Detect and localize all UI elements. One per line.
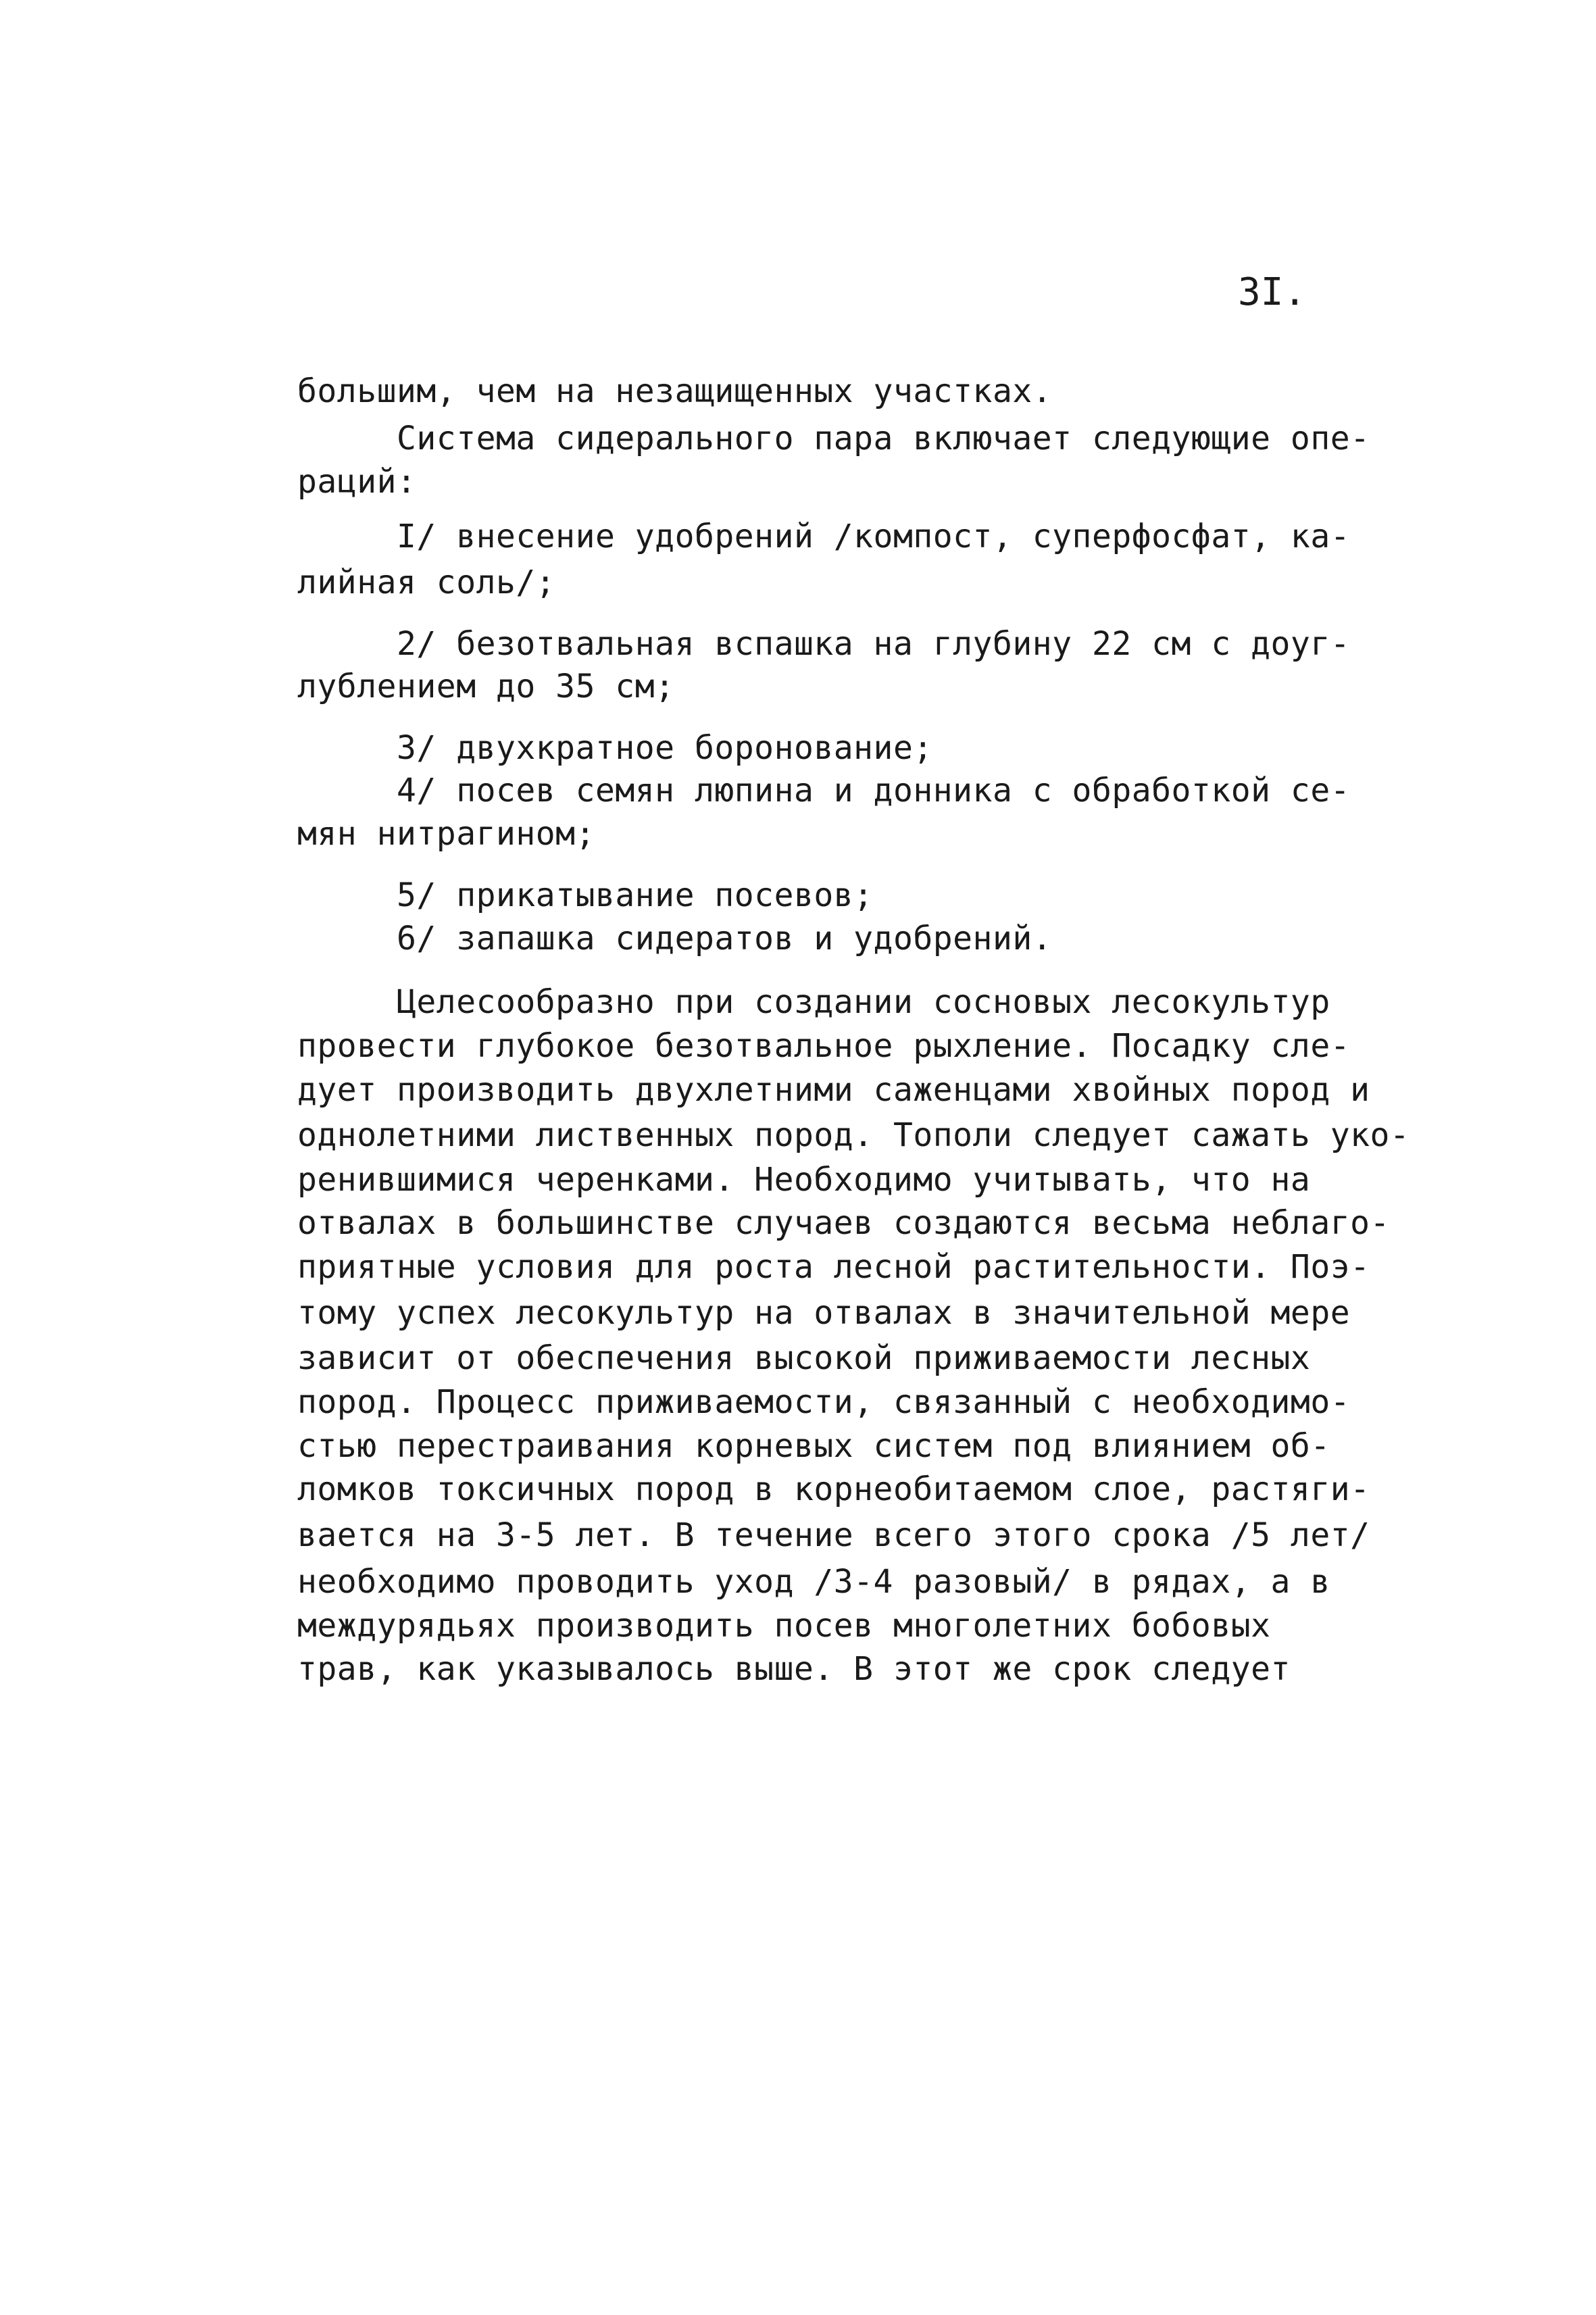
text-line: необходимо проводить уход /3-4 разовый/ в рядах, а в: [297, 1563, 1330, 1601]
text-line: большим, чем на незащищенных участках.: [297, 372, 1053, 410]
text-line: вается на 3-5 лет. В течение всего этого срока /5 лет/: [297, 1516, 1370, 1554]
text-line: зависит от обеспечения высокой приживаемости лесных: [297, 1339, 1311, 1377]
text-line: Система сидерального пара включает следующие опе-: [297, 420, 1370, 457]
text-line: тому успех лесокультур на отвалах в значительной мере: [297, 1294, 1351, 1332]
text-line: I/ внесение удобрений /компост, суперфосфат, ка-: [297, 518, 1351, 555]
text-line: 3/ двухкратное боронование;: [297, 729, 933, 767]
text-line: лийная соль/;: [297, 564, 556, 601]
page-number: 3I.: [1238, 270, 1307, 314]
text-line: 5/ прикатывание посевов;: [297, 876, 874, 914]
text-line: ренившимися черенками. Необходимо учитывать, что на: [297, 1161, 1311, 1199]
text-line: Целесообразно при создании сосновых лесокультур: [297, 983, 1330, 1021]
text-line: дует производить двухлетними саженцами хвойных пород и: [297, 1071, 1370, 1109]
text-line: стью перестраивания корневых систем под влиянием об-: [297, 1427, 1330, 1465]
text-line: мян нитрагином;: [297, 815, 595, 853]
text-line: однолетними лиственных пород. Тополи следует сажать уко-: [297, 1116, 1410, 1154]
text-line: раций:: [297, 463, 417, 501]
text-line: 2/ безотвальная вспашка на глубину 22 см с доуг-: [297, 625, 1351, 663]
text-line: 6/ запашка сидератов и удобрений.: [297, 920, 1053, 957]
text-line: 4/ посев семян люпина и донника с обработкой се-: [297, 772, 1351, 810]
text-line: провести глубокое безотвальное рыхление. Посадку сле-: [297, 1027, 1351, 1065]
text-line: приятные условия для роста лесной растительности. Поэ-: [297, 1248, 1370, 1286]
text-line: лублением до 35 см;: [297, 668, 675, 705]
text-line: ломков токсичных пород в корнеобитаемом слое, растяги-: [297, 1470, 1370, 1508]
text-line: пород. Процесс приживаемости, связанный с необходимо-: [297, 1383, 1351, 1421]
text-line: отвалах в большинстве случаев создаются весьма неблаго-: [297, 1204, 1390, 1242]
text-line: трав, как указывалось выше. В этот же срок следует: [297, 1650, 1291, 1688]
text-line: междурядьях производить посев многолетних бобовых: [297, 1607, 1271, 1645]
